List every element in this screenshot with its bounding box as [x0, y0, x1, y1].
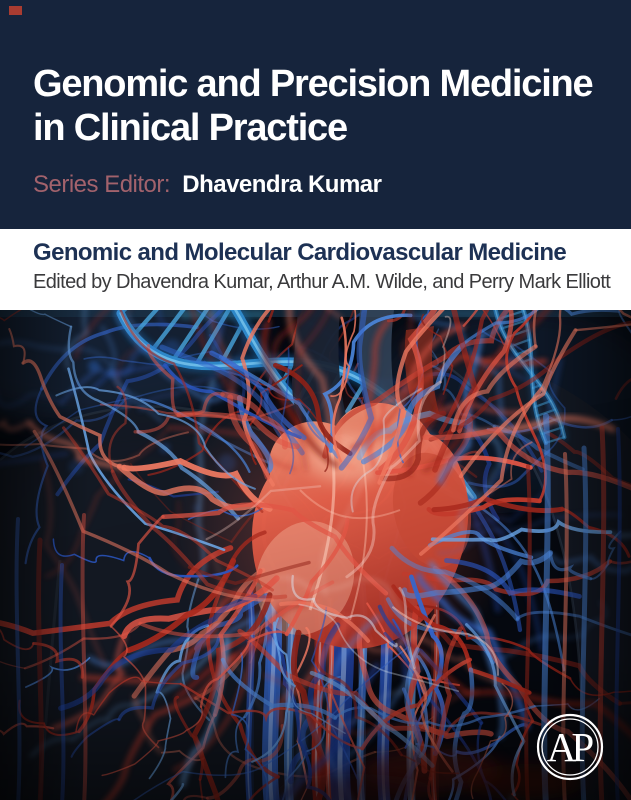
volume-title: Genomic and Molecular Cardiovascular Medicine: [33, 239, 567, 266]
series-title-line2: in Clinical Practice: [33, 107, 347, 149]
cover-header: [0, 0, 631, 229]
volume-editors: Edited by Dhavendra Kumar, Arthur A.M. Wilde, and Perry Mark Elliott: [33, 271, 611, 293]
series-editor-name: Dhavendra Kumar: [182, 171, 382, 198]
series-title: [33, 62, 593, 150]
left-vignette: [0, 310, 90, 800]
series-editor-line: [33, 170, 381, 200]
cover-artwork: [0, 310, 631, 800]
academic-press-monogram: AP: [546, 724, 590, 770]
series-title-line1: Genomic and Precision Medicine: [33, 63, 593, 105]
volume-title-band: [0, 229, 631, 310]
academic-press-logo: [538, 715, 602, 779]
series-editor-label: Series Editor:: [33, 171, 171, 198]
bottom-vignette: [0, 310, 631, 800]
publisher-corner-mark: [9, 6, 22, 15]
